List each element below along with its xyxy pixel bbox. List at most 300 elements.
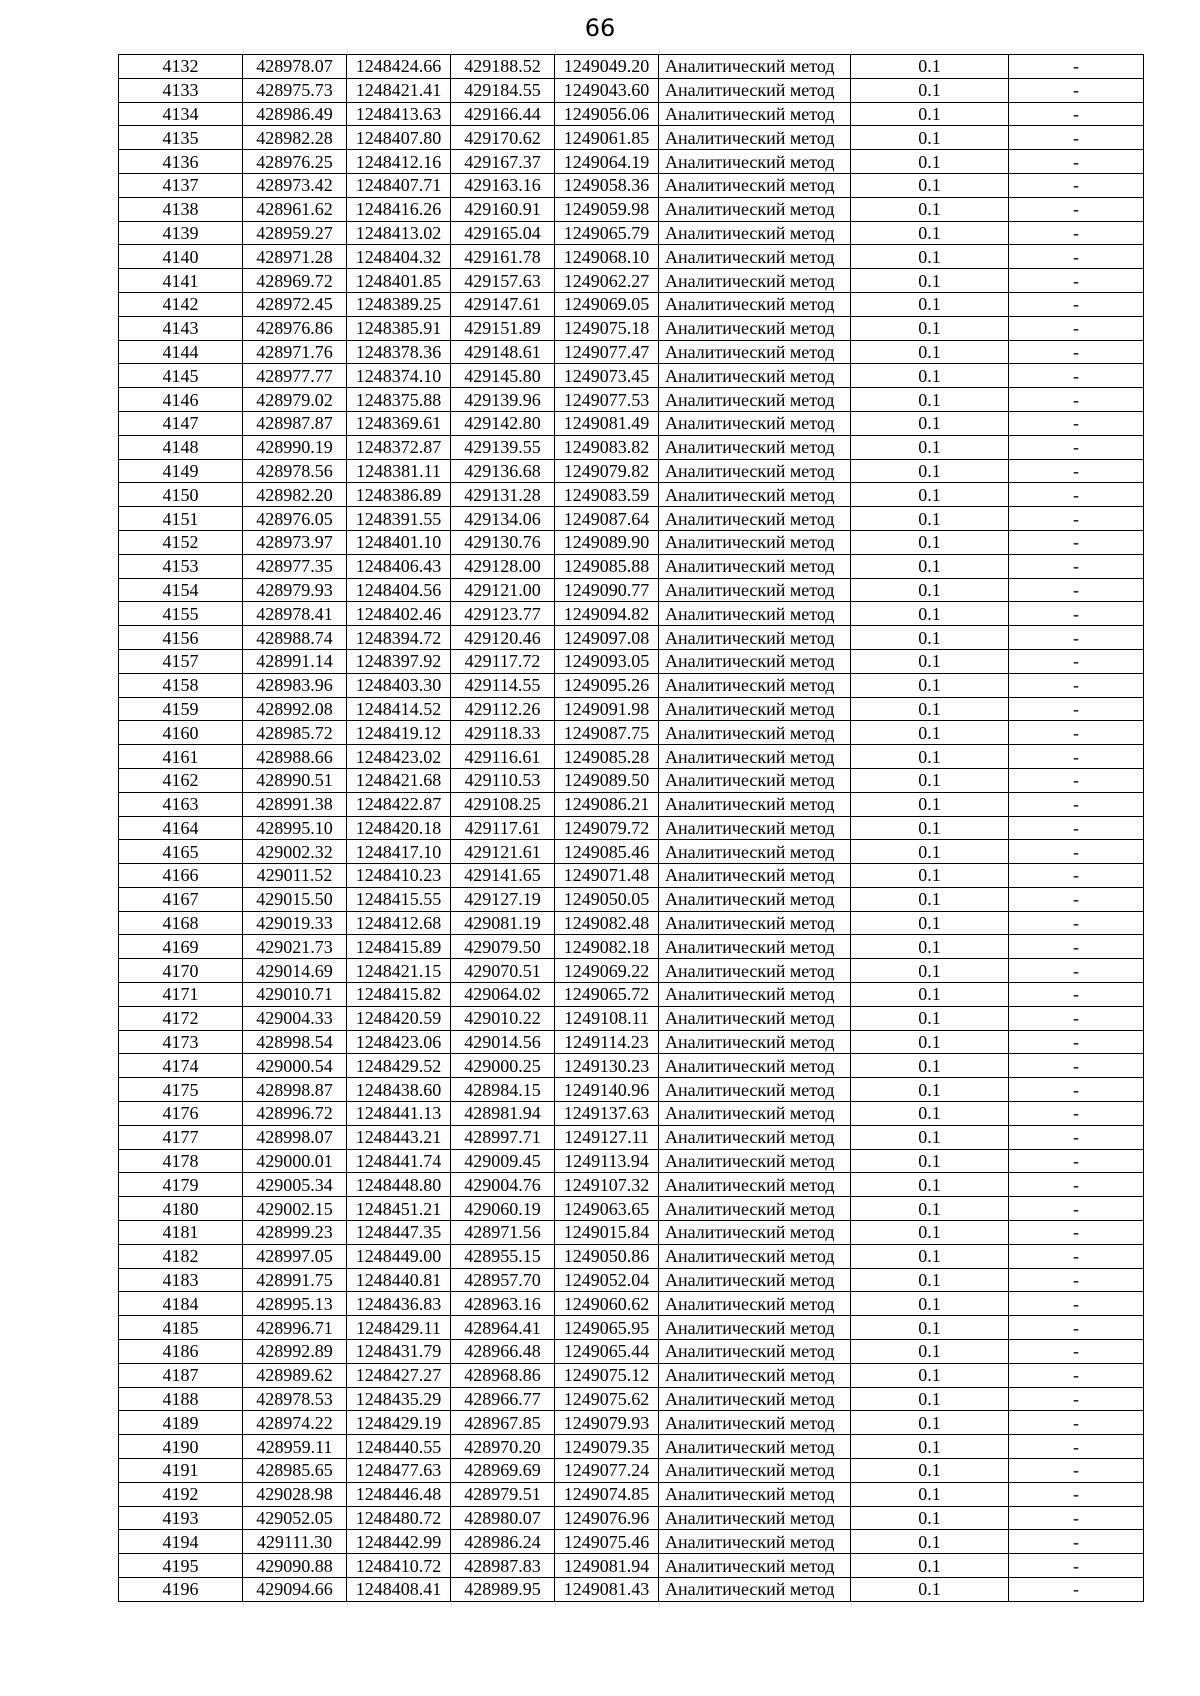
point-number-cell: 4140 — [119, 245, 243, 269]
accuracy-cell: 0.1 — [851, 1482, 1009, 1506]
note-cell: - — [1009, 221, 1144, 245]
point-number-cell: 4194 — [119, 1530, 243, 1554]
y1-cell: 1248415.89 — [347, 935, 451, 959]
table-row — [119, 1340, 1144, 1364]
table-row — [119, 245, 1144, 269]
table-row — [119, 578, 1144, 602]
method-cell: Аналитический метод — [659, 1482, 851, 1506]
y1-cell: 1248417.10 — [347, 840, 451, 864]
note-cell: - — [1009, 388, 1144, 412]
accuracy-cell: 0.1 — [851, 1530, 1009, 1554]
point-number-cell: 4152 — [119, 530, 243, 554]
x1-cell: 428998.87 — [243, 1078, 347, 1102]
x1-cell: 428979.93 — [243, 578, 347, 602]
point-number-cell: 4193 — [119, 1506, 243, 1530]
x2-cell: 429117.72 — [451, 649, 555, 673]
y1-cell: 1248378.36 — [347, 340, 451, 364]
y1-cell: 1248413.63 — [347, 102, 451, 126]
accuracy-cell: 0.1 — [851, 411, 1009, 435]
y1-cell: 1248422.87 — [347, 792, 451, 816]
x2-cell: 429127.19 — [451, 887, 555, 911]
accuracy-cell: 0.1 — [851, 1506, 1009, 1530]
method-cell: Аналитический метод — [659, 245, 851, 269]
x1-cell: 429005.34 — [243, 1173, 347, 1197]
y2-cell: 1249085.88 — [555, 554, 659, 578]
method-cell: Аналитический метод — [659, 745, 851, 769]
note-cell: - — [1009, 1197, 1144, 1221]
point-number-cell: 4133 — [119, 78, 243, 102]
point-number-cell: 4195 — [119, 1554, 243, 1578]
x2-cell: 428969.69 — [451, 1459, 555, 1483]
accuracy-cell: 0.1 — [851, 1054, 1009, 1078]
y1-cell: 1248435.29 — [347, 1387, 451, 1411]
accuracy-cell: 0.1 — [851, 1173, 1009, 1197]
accuracy-cell: 0.1 — [851, 911, 1009, 935]
accuracy-cell: 0.1 — [851, 1006, 1009, 1030]
y2-cell: 1249081.94 — [555, 1554, 659, 1578]
y2-cell: 1249043.60 — [555, 78, 659, 102]
point-number-cell: 4196 — [119, 1578, 243, 1602]
point-number-cell: 4166 — [119, 864, 243, 888]
x1-cell: 428978.56 — [243, 459, 347, 483]
point-number-cell: 4190 — [119, 1435, 243, 1459]
y2-cell: 1249063.65 — [555, 1197, 659, 1221]
method-cell: Аналитический метод — [659, 649, 851, 673]
x1-cell: 428998.54 — [243, 1030, 347, 1054]
y1-cell: 1248394.72 — [347, 626, 451, 650]
note-cell: - — [1009, 1006, 1144, 1030]
table-row — [119, 173, 1144, 197]
accuracy-cell: 0.1 — [851, 102, 1009, 126]
method-cell: Аналитический метод — [659, 126, 851, 150]
table-row — [119, 150, 1144, 174]
table-row — [119, 1411, 1144, 1435]
x2-cell: 429157.63 — [451, 269, 555, 293]
point-number-cell: 4132 — [119, 55, 243, 79]
x1-cell: 428997.05 — [243, 1244, 347, 1268]
point-number-cell: 4160 — [119, 721, 243, 745]
y2-cell: 1249049.20 — [555, 55, 659, 79]
y1-cell: 1248415.82 — [347, 983, 451, 1007]
method-cell: Аналитический метод — [659, 983, 851, 1007]
x1-cell: 428973.97 — [243, 530, 347, 554]
point-number-cell: 4149 — [119, 459, 243, 483]
accuracy-cell: 0.1 — [851, 364, 1009, 388]
y2-cell: 1249140.96 — [555, 1078, 659, 1102]
table-row — [119, 340, 1144, 364]
note-cell: - — [1009, 102, 1144, 126]
note-cell: - — [1009, 887, 1144, 911]
accuracy-cell: 0.1 — [851, 626, 1009, 650]
note-cell: - — [1009, 340, 1144, 364]
x1-cell: 428959.27 — [243, 221, 347, 245]
method-cell: Аналитический метод — [659, 1244, 851, 1268]
y1-cell: 1248424.66 — [347, 55, 451, 79]
table-row — [119, 507, 1144, 531]
y1-cell: 1248447.35 — [347, 1221, 451, 1245]
y1-cell: 1248442.99 — [347, 1530, 451, 1554]
table-row — [119, 1578, 1144, 1602]
note-cell: - — [1009, 745, 1144, 769]
x1-cell: 429111.30 — [243, 1530, 347, 1554]
y2-cell: 1249075.46 — [555, 1530, 659, 1554]
note-cell: - — [1009, 411, 1144, 435]
x2-cell: 429145.80 — [451, 364, 555, 388]
x1-cell: 428982.20 — [243, 483, 347, 507]
x1-cell: 428989.62 — [243, 1363, 347, 1387]
accuracy-cell: 0.1 — [851, 887, 1009, 911]
point-number-cell: 4180 — [119, 1197, 243, 1221]
method-cell: Аналитический метод — [659, 864, 851, 888]
table-row — [119, 411, 1144, 435]
table-row — [119, 1173, 1144, 1197]
x1-cell: 429002.15 — [243, 1197, 347, 1221]
note-cell: - — [1009, 1054, 1144, 1078]
method-cell: Аналитический метод — [659, 1316, 851, 1340]
y2-cell: 1249059.98 — [555, 197, 659, 221]
point-number-cell: 4161 — [119, 745, 243, 769]
point-number-cell: 4175 — [119, 1078, 243, 1102]
x1-cell: 429021.73 — [243, 935, 347, 959]
y2-cell: 1249097.08 — [555, 626, 659, 650]
x2-cell: 429170.62 — [451, 126, 555, 150]
x1-cell: 428991.14 — [243, 649, 347, 673]
method-cell: Аналитический метод — [659, 1411, 851, 1435]
note-cell: - — [1009, 1506, 1144, 1530]
y2-cell: 1249075.18 — [555, 316, 659, 340]
y2-cell: 1249069.05 — [555, 292, 659, 316]
point-number-cell: 4158 — [119, 673, 243, 697]
table-row — [119, 626, 1144, 650]
method-cell: Аналитический метод — [659, 364, 851, 388]
note-cell: - — [1009, 1340, 1144, 1364]
x2-cell: 428987.83 — [451, 1554, 555, 1578]
x1-cell: 429090.88 — [243, 1554, 347, 1578]
method-cell: Аналитический метод — [659, 1173, 851, 1197]
point-number-cell: 4157 — [119, 649, 243, 673]
point-number-cell: 4168 — [119, 911, 243, 935]
method-cell: Аналитический метод — [659, 1340, 851, 1364]
table-row — [119, 721, 1144, 745]
note-cell: - — [1009, 649, 1144, 673]
x2-cell: 428966.48 — [451, 1340, 555, 1364]
note-cell: - — [1009, 864, 1144, 888]
table-row — [119, 1268, 1144, 1292]
note-cell: - — [1009, 78, 1144, 102]
method-cell: Аналитический метод — [659, 697, 851, 721]
method-cell: Аналитический метод — [659, 1459, 851, 1483]
method-cell: Аналитический метод — [659, 1006, 851, 1030]
y1-cell: 1248440.55 — [347, 1435, 451, 1459]
accuracy-cell: 0.1 — [851, 340, 1009, 364]
table-row — [119, 388, 1144, 412]
x2-cell: 429188.52 — [451, 55, 555, 79]
accuracy-cell: 0.1 — [851, 1411, 1009, 1435]
method-cell: Аналитический метод — [659, 935, 851, 959]
x2-cell: 429004.76 — [451, 1173, 555, 1197]
y1-cell: 1248429.52 — [347, 1054, 451, 1078]
table-row — [119, 816, 1144, 840]
accuracy-cell: 0.1 — [851, 745, 1009, 769]
x2-cell: 429120.46 — [451, 626, 555, 650]
x1-cell: 428977.35 — [243, 554, 347, 578]
method-cell: Аналитический метод — [659, 507, 851, 531]
x1-cell: 428995.13 — [243, 1292, 347, 1316]
accuracy-cell: 0.1 — [851, 1030, 1009, 1054]
y2-cell: 1249065.95 — [555, 1316, 659, 1340]
point-number-cell: 4147 — [119, 411, 243, 435]
method-cell: Аналитический метод — [659, 1125, 851, 1149]
y1-cell: 1248404.32 — [347, 245, 451, 269]
accuracy-cell: 0.1 — [851, 1197, 1009, 1221]
y1-cell: 1248420.18 — [347, 816, 451, 840]
note-cell: - — [1009, 1578, 1144, 1602]
x1-cell: 428959.11 — [243, 1435, 347, 1459]
x2-cell: 429151.89 — [451, 316, 555, 340]
point-number-cell: 4170 — [119, 959, 243, 983]
x2-cell: 429134.06 — [451, 507, 555, 531]
x2-cell: 428957.70 — [451, 1268, 555, 1292]
method-cell: Аналитический метод — [659, 102, 851, 126]
method-cell: Аналитический метод — [659, 1554, 851, 1578]
y2-cell: 1249082.18 — [555, 935, 659, 959]
x1-cell: 429015.50 — [243, 887, 347, 911]
x2-cell: 428971.56 — [451, 1221, 555, 1245]
y2-cell: 1249056.06 — [555, 102, 659, 126]
x2-cell: 428997.71 — [451, 1125, 555, 1149]
x2-cell: 429167.37 — [451, 150, 555, 174]
point-number-cell: 4174 — [119, 1054, 243, 1078]
accuracy-cell: 0.1 — [851, 1435, 1009, 1459]
x1-cell: 428976.86 — [243, 316, 347, 340]
x2-cell: 429141.65 — [451, 864, 555, 888]
y2-cell: 1249061.85 — [555, 126, 659, 150]
x1-cell: 428988.74 — [243, 626, 347, 650]
x1-cell: 429094.66 — [243, 1578, 347, 1602]
method-cell: Аналитический метод — [659, 626, 851, 650]
y1-cell: 1248420.59 — [347, 1006, 451, 1030]
table-row — [119, 269, 1144, 293]
method-cell: Аналитический метод — [659, 840, 851, 864]
table-row — [119, 697, 1144, 721]
point-number-cell: 4177 — [119, 1125, 243, 1149]
y2-cell: 1249085.46 — [555, 840, 659, 864]
table-row — [119, 1221, 1144, 1245]
x2-cell: 428989.95 — [451, 1578, 555, 1602]
note-cell: - — [1009, 173, 1144, 197]
x1-cell: 428961.62 — [243, 197, 347, 221]
table-row — [119, 1554, 1144, 1578]
x2-cell: 429116.61 — [451, 745, 555, 769]
y2-cell: 1249130.23 — [555, 1054, 659, 1078]
method-cell: Аналитический метод — [659, 959, 851, 983]
method-cell: Аналитический метод — [659, 55, 851, 79]
x1-cell: 429010.71 — [243, 983, 347, 1007]
table-row — [119, 78, 1144, 102]
y2-cell: 1249137.63 — [555, 1102, 659, 1126]
table-row — [119, 983, 1144, 1007]
method-cell: Аналитический метод — [659, 388, 851, 412]
accuracy-cell: 0.1 — [851, 983, 1009, 1007]
y1-cell: 1248381.11 — [347, 459, 451, 483]
method-cell: Аналитический метод — [659, 792, 851, 816]
y2-cell: 1249107.32 — [555, 1173, 659, 1197]
y1-cell: 1248480.72 — [347, 1506, 451, 1530]
table-row — [119, 887, 1144, 911]
x2-cell: 429010.22 — [451, 1006, 555, 1030]
point-number-cell: 4155 — [119, 602, 243, 626]
accuracy-cell: 0.1 — [851, 459, 1009, 483]
y2-cell: 1249089.90 — [555, 530, 659, 554]
y2-cell: 1249074.85 — [555, 1482, 659, 1506]
x1-cell: 428988.66 — [243, 745, 347, 769]
x2-cell: 429009.45 — [451, 1149, 555, 1173]
y1-cell: 1248421.68 — [347, 768, 451, 792]
table-row — [119, 221, 1144, 245]
method-cell: Аналитический метод — [659, 173, 851, 197]
method-cell: Аналитический метод — [659, 911, 851, 935]
x2-cell: 429121.61 — [451, 840, 555, 864]
note-cell: - — [1009, 1554, 1144, 1578]
x1-cell: 428995.10 — [243, 816, 347, 840]
method-cell: Аналитический метод — [659, 1030, 851, 1054]
x1-cell: 428969.72 — [243, 269, 347, 293]
accuracy-cell: 0.1 — [851, 864, 1009, 888]
accuracy-cell: 0.1 — [851, 721, 1009, 745]
point-number-cell: 4178 — [119, 1149, 243, 1173]
accuracy-cell: 0.1 — [851, 173, 1009, 197]
y2-cell: 1249068.10 — [555, 245, 659, 269]
point-number-cell: 4172 — [119, 1006, 243, 1030]
point-number-cell: 4173 — [119, 1030, 243, 1054]
accuracy-cell: 0.1 — [851, 1244, 1009, 1268]
y2-cell: 1249083.59 — [555, 483, 659, 507]
table-row — [119, 459, 1144, 483]
method-cell: Аналитический метод — [659, 1102, 851, 1126]
point-number-cell: 4186 — [119, 1340, 243, 1364]
method-cell: Аналитический метод — [659, 1221, 851, 1245]
y2-cell: 1249094.82 — [555, 602, 659, 626]
y1-cell: 1248404.56 — [347, 578, 451, 602]
table-row — [119, 1078, 1144, 1102]
x2-cell: 429060.19 — [451, 1197, 555, 1221]
accuracy-cell: 0.1 — [851, 1554, 1009, 1578]
accuracy-cell: 0.1 — [851, 602, 1009, 626]
method-cell: Аналитический метод — [659, 816, 851, 840]
point-number-cell: 4150 — [119, 483, 243, 507]
x2-cell: 429123.77 — [451, 602, 555, 626]
table-row — [119, 1197, 1144, 1221]
y1-cell: 1248374.10 — [347, 364, 451, 388]
note-cell: - — [1009, 1244, 1144, 1268]
point-number-cell: 4146 — [119, 388, 243, 412]
y2-cell: 1249050.86 — [555, 1244, 659, 1268]
y1-cell: 1248431.79 — [347, 1340, 451, 1364]
method-cell: Аналитический метод — [659, 1578, 851, 1602]
table-row — [119, 911, 1144, 935]
y2-cell: 1249089.50 — [555, 768, 659, 792]
note-cell: - — [1009, 1125, 1144, 1149]
y1-cell: 1248429.19 — [347, 1411, 451, 1435]
x2-cell: 428964.41 — [451, 1316, 555, 1340]
point-number-cell: 4162 — [119, 768, 243, 792]
y2-cell: 1249065.72 — [555, 983, 659, 1007]
method-cell: Аналитический метод — [659, 340, 851, 364]
y1-cell: 1248423.06 — [347, 1030, 451, 1054]
note-cell: - — [1009, 459, 1144, 483]
y1-cell: 1248436.83 — [347, 1292, 451, 1316]
y1-cell: 1248410.72 — [347, 1554, 451, 1578]
method-cell: Аналитический метод — [659, 887, 851, 911]
table-row — [119, 483, 1144, 507]
y2-cell: 1249075.62 — [555, 1387, 659, 1411]
x1-cell: 428971.28 — [243, 245, 347, 269]
note-cell: - — [1009, 435, 1144, 459]
method-cell: Аналитический метод — [659, 1268, 851, 1292]
note-cell: - — [1009, 578, 1144, 602]
note-cell: - — [1009, 721, 1144, 745]
note-cell: - — [1009, 1459, 1144, 1483]
accuracy-cell: 0.1 — [851, 1125, 1009, 1149]
y2-cell: 1249052.04 — [555, 1268, 659, 1292]
point-number-cell: 4169 — [119, 935, 243, 959]
method-cell: Аналитический метод — [659, 1435, 851, 1459]
point-number-cell: 4148 — [119, 435, 243, 459]
point-number-cell: 4176 — [119, 1102, 243, 1126]
method-cell: Аналитический метод — [659, 1149, 851, 1173]
method-cell: Аналитический метод — [659, 1387, 851, 1411]
y2-cell: 1249082.48 — [555, 911, 659, 935]
method-cell: Аналитический метод — [659, 78, 851, 102]
method-cell: Аналитический метод — [659, 1078, 851, 1102]
note-cell: - — [1009, 626, 1144, 650]
note-cell: - — [1009, 911, 1144, 935]
x1-cell: 428985.65 — [243, 1459, 347, 1483]
accuracy-cell: 0.1 — [851, 1149, 1009, 1173]
point-number-cell: 4188 — [119, 1387, 243, 1411]
method-cell: Аналитический метод — [659, 578, 851, 602]
y1-cell: 1248403.30 — [347, 673, 451, 697]
y1-cell: 1248407.71 — [347, 173, 451, 197]
y2-cell: 1249075.12 — [555, 1363, 659, 1387]
point-number-cell: 4141 — [119, 269, 243, 293]
y1-cell: 1248414.52 — [347, 697, 451, 721]
method-cell: Аналитический метод — [659, 1054, 851, 1078]
table-row — [119, 364, 1144, 388]
x1-cell: 428996.71 — [243, 1316, 347, 1340]
point-number-cell: 4183 — [119, 1268, 243, 1292]
y2-cell: 1249077.53 — [555, 388, 659, 412]
x1-cell: 429004.33 — [243, 1006, 347, 1030]
note-cell: - — [1009, 816, 1144, 840]
accuracy-cell: 0.1 — [851, 554, 1009, 578]
y1-cell: 1248412.16 — [347, 150, 451, 174]
note-cell: - — [1009, 1173, 1144, 1197]
table-row — [119, 935, 1144, 959]
accuracy-cell: 0.1 — [851, 959, 1009, 983]
accuracy-cell: 0.1 — [851, 816, 1009, 840]
x1-cell: 429014.69 — [243, 959, 347, 983]
accuracy-cell: 0.1 — [851, 697, 1009, 721]
table-row — [119, 1054, 1144, 1078]
x1-cell: 428971.76 — [243, 340, 347, 364]
method-cell: Аналитический метод — [659, 316, 851, 340]
x2-cell: 429142.80 — [451, 411, 555, 435]
method-cell: Аналитический метод — [659, 1292, 851, 1316]
x2-cell: 429118.33 — [451, 721, 555, 745]
note-cell: - — [1009, 1268, 1144, 1292]
y1-cell: 1248441.13 — [347, 1102, 451, 1126]
